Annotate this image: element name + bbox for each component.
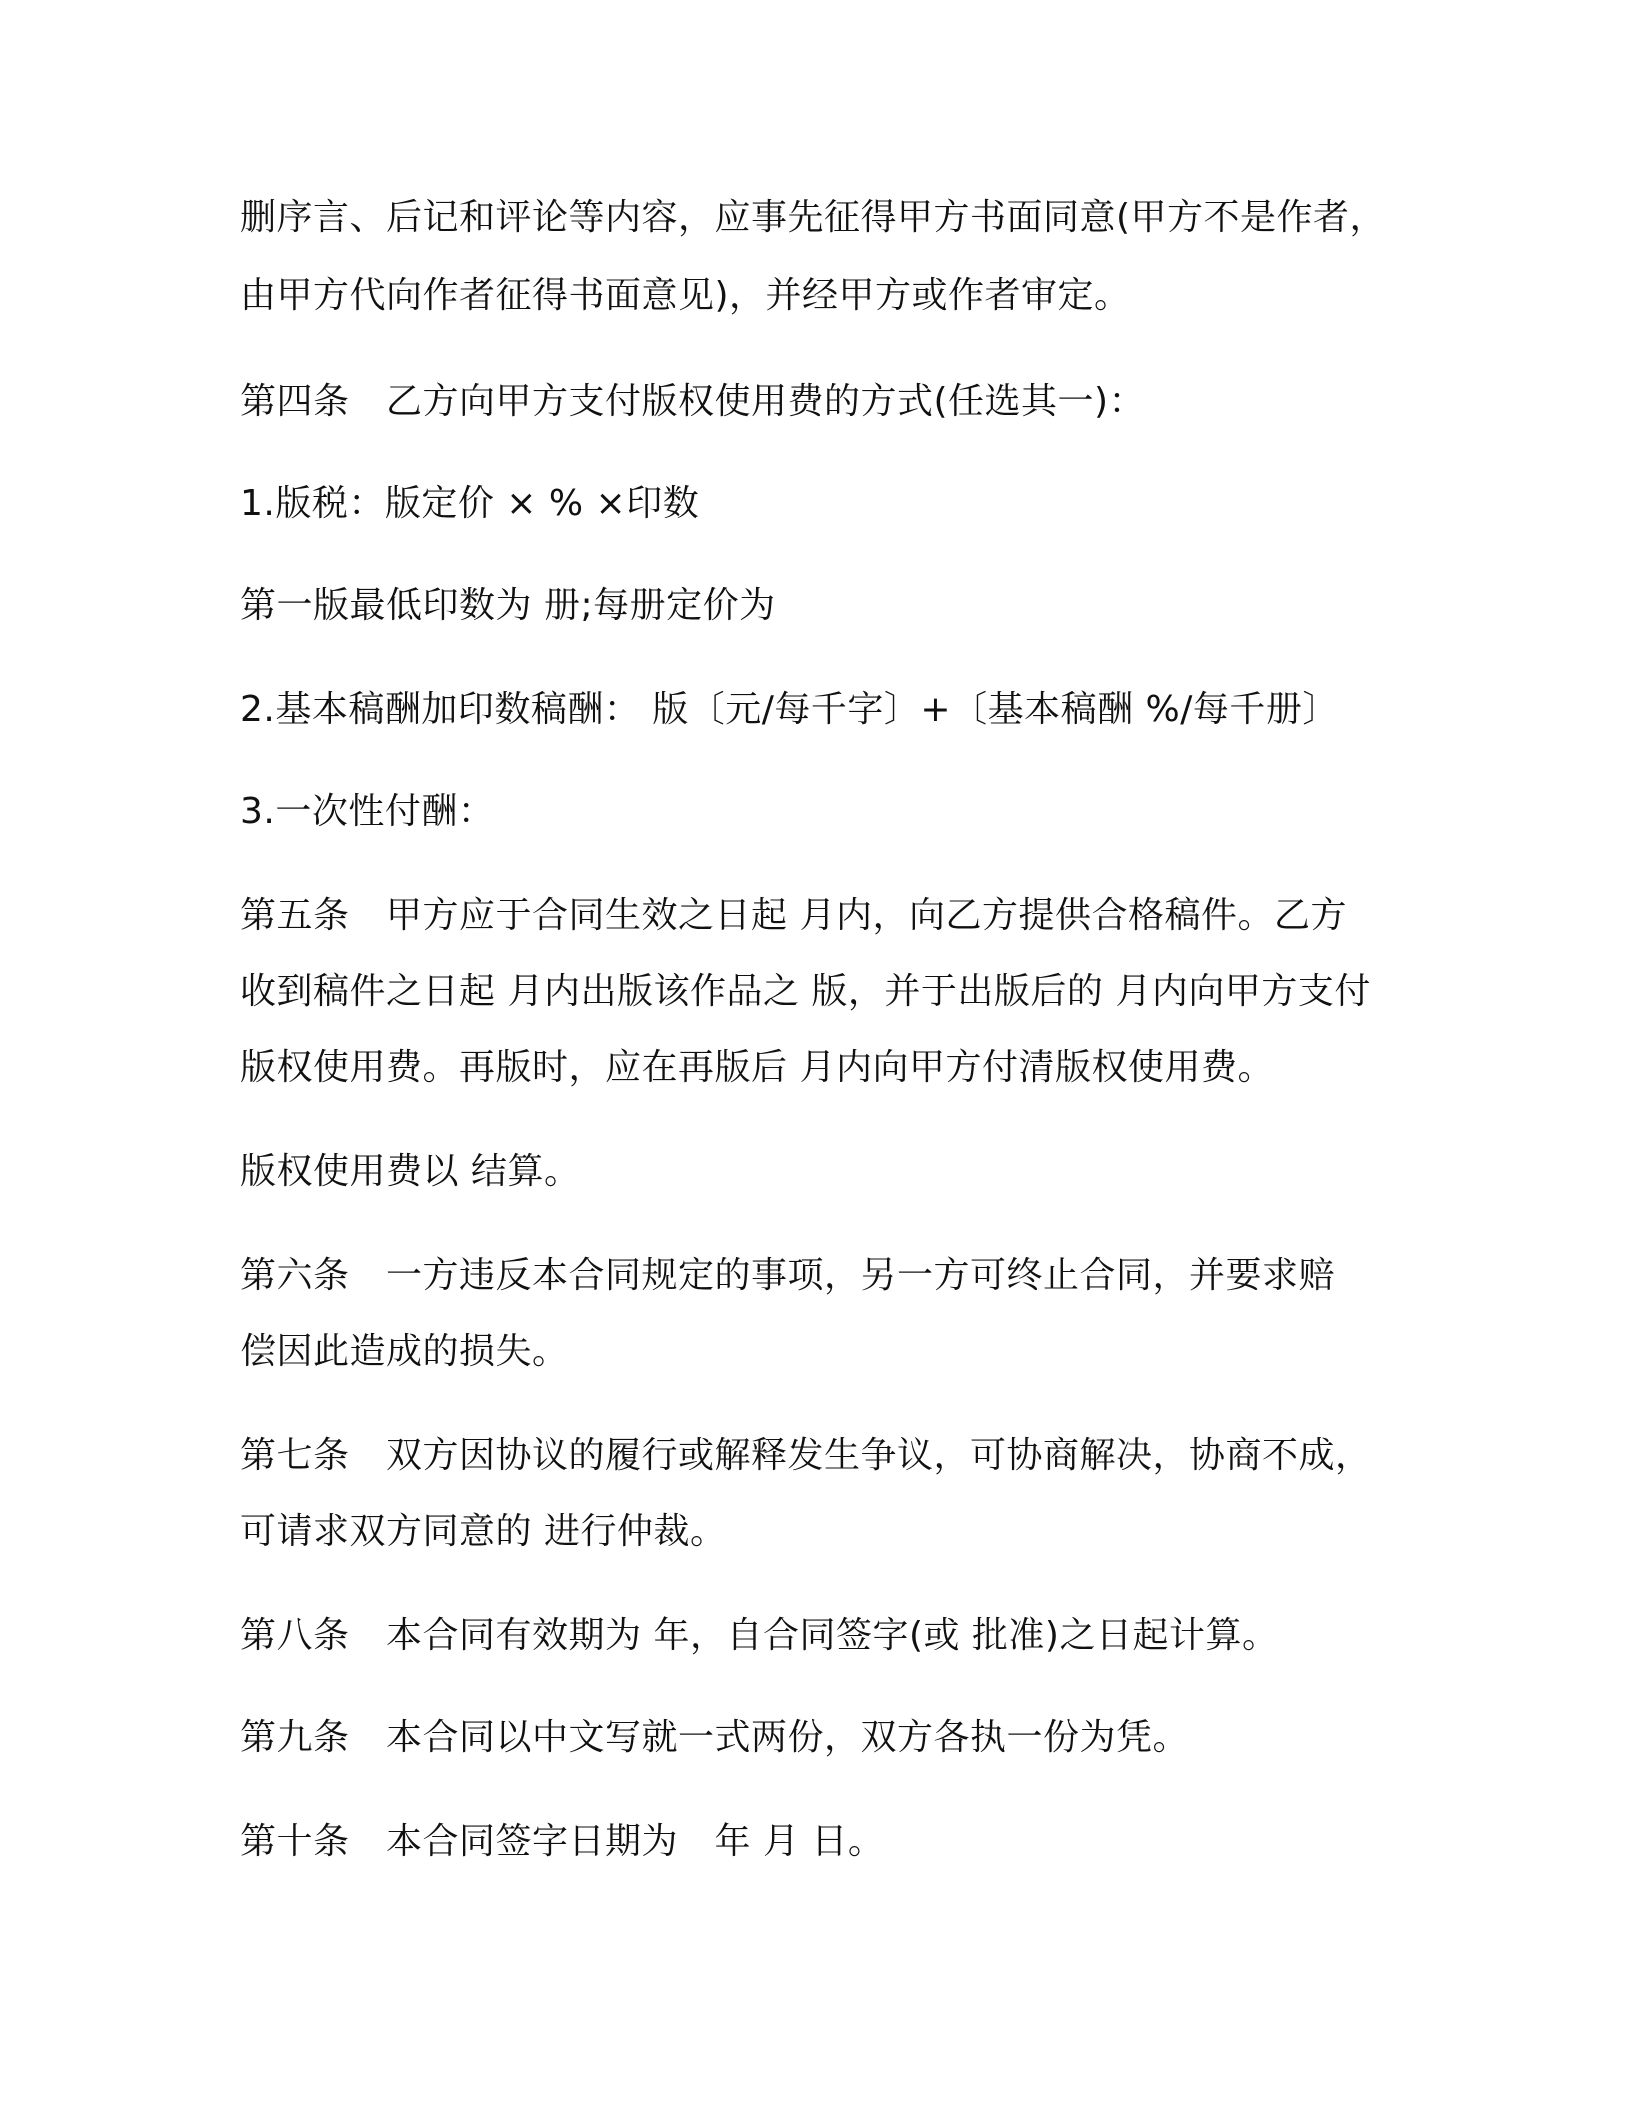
clause-7-line-2: 可请求双方同意的 进行仲裁。 (240, 1511, 727, 1552)
clause-4-option-2: 2.基本稿酬加印数稿酬： 版〔元/每千字〕+〔基本稿酬 %/每千册〕 (240, 689, 1339, 730)
text-line-1: 删序言、后记和评论等内容，应事先征得甲方书面同意(甲方不是作者， (240, 197, 1387, 238)
clause-4-option-1-detail: 第一版最低印数为 册;每册定价为 (240, 585, 776, 626)
clause-9: 第九条 本合同以中文写就一式两份，双方各执一份为凭。 (240, 1717, 1190, 1758)
clause-5-line-3: 版权使用费。再版时，应在再版后 月内向甲方付清版权使用费。 (240, 1047, 1274, 1088)
clause-10: 第十条 本合同签字日期为 年 月 日。 (240, 1821, 885, 1862)
settlement-line: 版权使用费以 结算。 (240, 1151, 581, 1192)
clause-4-option-1: 1.版税：版定价 × % ×印数 (240, 483, 700, 524)
clause-4-heading: 第四条 乙方向甲方支付版权使用费的方式(任选其一)： (240, 381, 1146, 422)
clause-4-option-3: 3.一次性付酬： (240, 791, 495, 832)
clause-5-line-2: 收到稿件之日起 月内出版该作品之 版，并于出版后的 月内向甲方支付 (240, 971, 1371, 1012)
clause-6-line-2: 偿因此造成的损失。 (240, 1331, 569, 1372)
text-line-2: 由甲方代向作者征得书面意见)，并经甲方或作者审定。 (240, 275, 1131, 316)
clause-7-line-1: 第七条 双方因协议的履行或解释发生争议，可协商解决，协商不成， (240, 1435, 1372, 1476)
clause-5-line-1: 第五条 甲方应于合同生效之日起 月内，向乙方提供合格稿件。乙方 (240, 895, 1347, 936)
clause-6-line-1: 第六条 一方违反本合同规定的事项，另一方可终止合同，并要求赔 (240, 1255, 1336, 1296)
clause-8: 第八条 本合同有效期为 年，自合同签字(或 批准)之日起计算。 (240, 1615, 1279, 1656)
